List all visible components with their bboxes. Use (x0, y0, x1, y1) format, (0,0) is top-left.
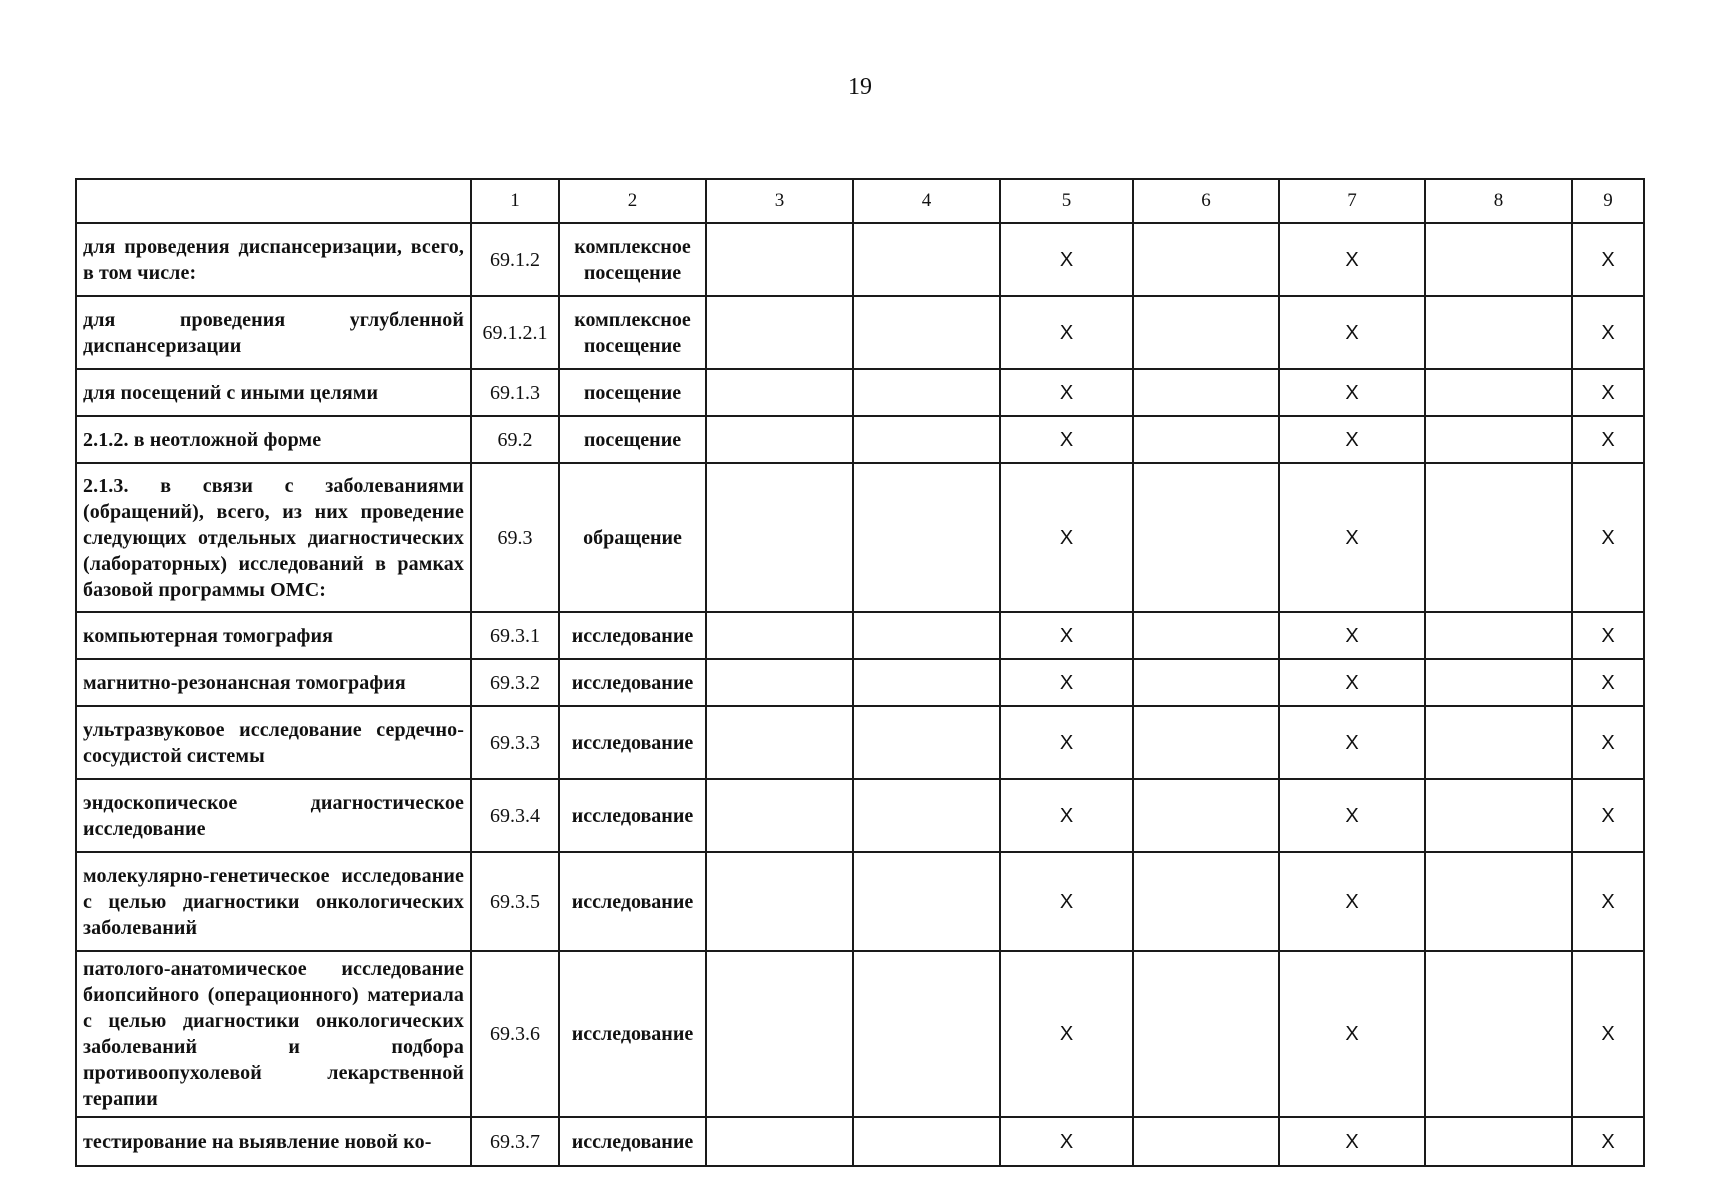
table-cell-unit: комплексное посещение (559, 223, 706, 296)
table-row (76, 951, 1644, 1117)
table-cell-c8 (1425, 369, 1572, 416)
table-cell-c4 (853, 852, 1000, 951)
table-cell-code: 69.3.1 (471, 612, 559, 659)
table-cell-c4 (853, 223, 1000, 296)
table-cell-unit: обращение (559, 463, 706, 612)
table-cell-code: 69.3.3 (471, 706, 559, 779)
table-cell-c8 (1425, 706, 1572, 779)
table-cell-c6 (1133, 852, 1279, 951)
table-cell-code: 69.1.2.1 (471, 296, 559, 369)
table-cell-c3 (706, 296, 853, 369)
table-row (76, 659, 1644, 706)
table-cell-c3 (706, 852, 853, 951)
table-cell-c4 (853, 369, 1000, 416)
table-cell-c9: Х (1572, 779, 1644, 852)
table-cell-c4 (853, 296, 1000, 369)
table-cell-c6 (1133, 296, 1279, 369)
table-cell-c8 (1425, 416, 1572, 463)
table-cell-name: компьютерная томография (76, 612, 471, 659)
table-cell-name: для проведения углубленной диспансеризации (76, 296, 471, 369)
table-row (76, 612, 1644, 659)
table-row (76, 706, 1644, 779)
table-cell-unit: исследование (559, 1117, 706, 1166)
table-body (76, 179, 1644, 1166)
table-cell-name: молекулярно-генетическое исследование с целью диагностики онкологических заболеваний (76, 852, 471, 951)
table-cell-code: 69.3.7 (471, 1117, 559, 1166)
table-cell-name: 2.1.3. в связи с заболеваниями (обращений), всего, из них проведение следующих отдельных диагностических (лабораторных) исследований в рамках базовой программы ОМС: (76, 463, 471, 612)
table-cell-c7: Х (1279, 659, 1425, 706)
table-cell-name: 2.1.2. в неотложной форме (76, 416, 471, 463)
table-cell-unit: исследование (559, 659, 706, 706)
table-cell-c3 (706, 951, 853, 1117)
table-row (76, 852, 1644, 951)
table-cell-c8 (1425, 223, 1572, 296)
table-cell-c3 (706, 1117, 853, 1166)
table-cell-code: 69.1.3 (471, 369, 559, 416)
header-cell-6: 6 (1133, 179, 1279, 223)
table-cell-c5: Х (1000, 779, 1133, 852)
header-cell-2: 2 (559, 179, 706, 223)
table-cell-c6 (1133, 1117, 1279, 1166)
table-cell-c8 (1425, 852, 1572, 951)
table-row (76, 223, 1644, 296)
table-cell-c5: Х (1000, 852, 1133, 951)
table-cell-name: для посещений с иными целями (76, 369, 471, 416)
table-cell-code: 69.3.6 (471, 951, 559, 1117)
table-cell-c4 (853, 416, 1000, 463)
table-cell-c8 (1425, 296, 1572, 369)
table-cell-code: 69.3.2 (471, 659, 559, 706)
table-cell-c3 (706, 463, 853, 612)
table-cell-c6 (1133, 706, 1279, 779)
header-cell-9: 9 (1572, 179, 1644, 223)
table-cell-c6 (1133, 463, 1279, 612)
table-row (76, 296, 1644, 369)
table-cell-c6 (1133, 223, 1279, 296)
header-cell-8: 8 (1425, 179, 1572, 223)
table-cell-unit: посещение (559, 416, 706, 463)
table-cell-unit: комплексное посещение (559, 296, 706, 369)
table-cell-code: 69.3.4 (471, 779, 559, 852)
table-cell-c9: Х (1572, 416, 1644, 463)
table-row (76, 416, 1644, 463)
table-cell-c9: Х (1572, 659, 1644, 706)
table-cell-c7: Х (1279, 706, 1425, 779)
table-cell-c8 (1425, 463, 1572, 612)
table-cell-c3 (706, 659, 853, 706)
data-table (75, 178, 1645, 1167)
table-cell-c8 (1425, 779, 1572, 852)
table-cell-c5: Х (1000, 1117, 1133, 1166)
table-cell-c7: Х (1279, 416, 1425, 463)
table-cell-unit: исследование (559, 951, 706, 1117)
table-cell-c7: Х (1279, 779, 1425, 852)
table-cell-c4 (853, 779, 1000, 852)
table-cell-c8 (1425, 659, 1572, 706)
table-cell-c4 (853, 951, 1000, 1117)
header-cell-1: 1 (471, 179, 559, 223)
table-cell-c9: Х (1572, 951, 1644, 1117)
table-row (76, 779, 1644, 852)
table-cell-c9: Х (1572, 706, 1644, 779)
table-cell-c7: Х (1279, 296, 1425, 369)
table-cell-c7: Х (1279, 951, 1425, 1117)
table-cell-c9: Х (1572, 369, 1644, 416)
table-cell-code: 69.3 (471, 463, 559, 612)
table-cell-c8 (1425, 612, 1572, 659)
table-cell-c7: Х (1279, 463, 1425, 612)
table-cell-name: магнитно-резонансная томография (76, 659, 471, 706)
table-cell-c8 (1425, 951, 1572, 1117)
table-cell-c3 (706, 223, 853, 296)
table-cell-unit: исследование (559, 612, 706, 659)
table-row (76, 463, 1644, 612)
table-cell-c9: Х (1572, 463, 1644, 612)
table-cell-name: патолого-анатомическое исследование биопсийного (операционного) материала с целью диагностики онкологических заболеваний и подбора противоопухолевой лекарственной терапии (76, 951, 471, 1117)
table-cell-c4 (853, 463, 1000, 612)
table-row (76, 1117, 1644, 1166)
table-cell-unit: посещение (559, 369, 706, 416)
table-cell-c9: Х (1572, 852, 1644, 951)
table-cell-unit: исследование (559, 852, 706, 951)
table-cell-unit: исследование (559, 779, 706, 852)
table-cell-c9: Х (1572, 1117, 1644, 1166)
table-row (76, 369, 1644, 416)
table-cell-c9: Х (1572, 612, 1644, 659)
table-cell-code: 69.1.2 (471, 223, 559, 296)
table-cell-c6 (1133, 369, 1279, 416)
table-cell-c6 (1133, 416, 1279, 463)
table-cell-c7: Х (1279, 223, 1425, 296)
header-cell-3: 3 (706, 179, 853, 223)
table-cell-c7: Х (1279, 1117, 1425, 1166)
table-cell-c4 (853, 659, 1000, 706)
table-cell-c5: Х (1000, 612, 1133, 659)
header-cell-4: 4 (853, 179, 1000, 223)
table-cell-c7: Х (1279, 369, 1425, 416)
table-cell-c4 (853, 1117, 1000, 1166)
table-cell-name: эндоскопическое диагностическое исследование (76, 779, 471, 852)
header-cell-name (76, 179, 471, 223)
table-cell-c6 (1133, 612, 1279, 659)
table-cell-c5: Х (1000, 416, 1133, 463)
table-cell-c3 (706, 612, 853, 659)
table-cell-c4 (853, 612, 1000, 659)
table-cell-name: ультразвуковое исследование сердечно-сосудистой системы (76, 706, 471, 779)
table-cell-c5: Х (1000, 223, 1133, 296)
header-cell-5: 5 (1000, 179, 1133, 223)
table-cell-c3 (706, 779, 853, 852)
table-cell-c8 (1425, 1117, 1572, 1166)
table-cell-name: тестирование на выявление новой ко- (76, 1117, 471, 1166)
table-cell-c5: Х (1000, 706, 1133, 779)
table-cell-c5: Х (1000, 296, 1133, 369)
table-cell-c3 (706, 369, 853, 416)
table-header-row (76, 179, 1644, 223)
table-cell-c6 (1133, 659, 1279, 706)
table-cell-code: 69.3.5 (471, 852, 559, 951)
table-cell-c3 (706, 416, 853, 463)
page-number: 19 (848, 74, 872, 100)
table-cell-unit: исследование (559, 706, 706, 779)
table-cell-c9: Х (1572, 296, 1644, 369)
table-cell-c4 (853, 706, 1000, 779)
table-cell-c7: Х (1279, 612, 1425, 659)
table-cell-c5: Х (1000, 369, 1133, 416)
table-cell-c5: Х (1000, 951, 1133, 1117)
table-cell-c6 (1133, 951, 1279, 1117)
header-cell-7: 7 (1279, 179, 1425, 223)
table-cell-name: для проведения диспансеризации, всего, в том числе: (76, 223, 471, 296)
table-cell-code: 69.2 (471, 416, 559, 463)
table-cell-c6 (1133, 779, 1279, 852)
table-cell-c7: Х (1279, 852, 1425, 951)
table-cell-c5: Х (1000, 659, 1133, 706)
table-cell-c9: Х (1572, 223, 1644, 296)
table-cell-c3 (706, 706, 853, 779)
table-cell-c5: Х (1000, 463, 1133, 612)
